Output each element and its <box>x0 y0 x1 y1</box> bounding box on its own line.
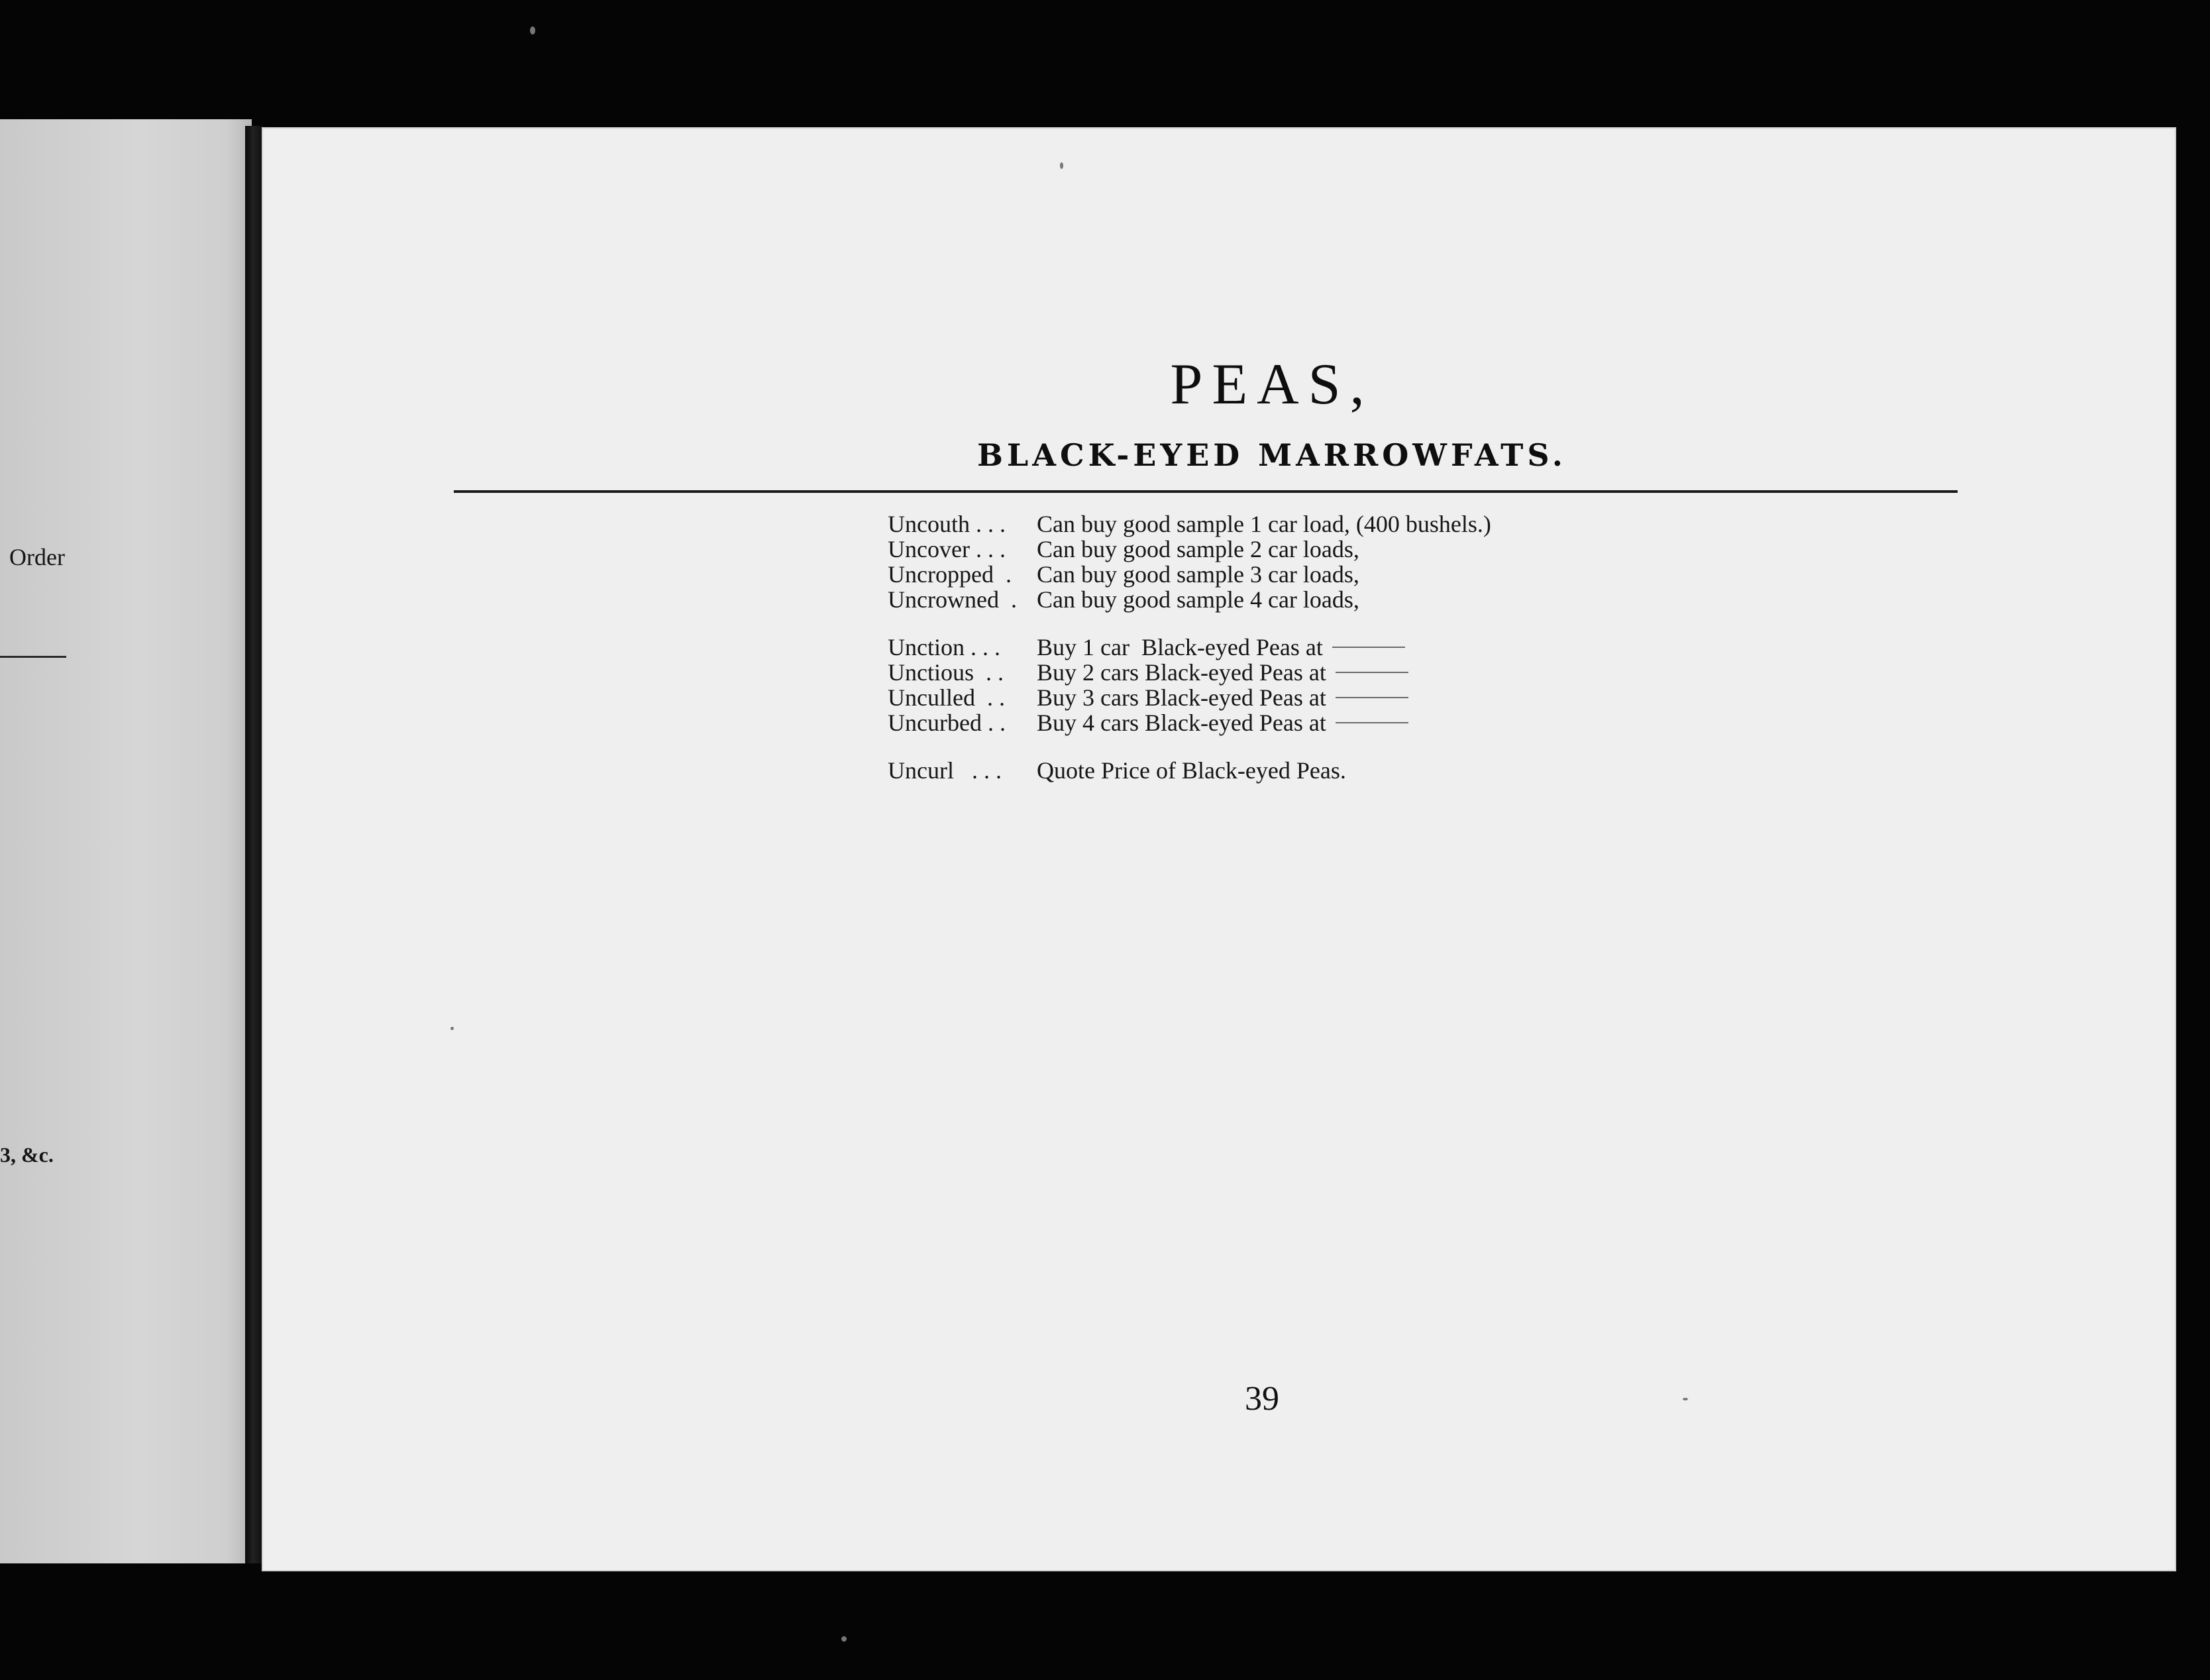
code-group <box>888 511 1491 612</box>
code-word: Uncrowned . <box>888 586 1017 613</box>
previous-page-etc-fragment: 3, &c. <box>0 1143 54 1167</box>
previous-page <box>0 119 252 1563</box>
page-title: PEAS, <box>1170 352 1374 417</box>
code-message: Can buy good sample 2 car loads, <box>1037 536 1359 562</box>
code-word: Uncouth . . . <box>888 511 1006 537</box>
page-number: 39 <box>1245 1380 1279 1418</box>
scan-speck <box>450 1027 454 1030</box>
code-word: Uncover . . . <box>888 536 1006 562</box>
code-row <box>888 537 1491 562</box>
code-message: Quote Price of Black-eyed Peas. <box>1037 757 1346 784</box>
code-message: Buy 3 cars Black-eyed Peas at <box>1037 684 1326 711</box>
code-word: Unctious . . <box>888 659 1004 686</box>
code-message: Can buy good sample 4 car loads, <box>1037 586 1359 613</box>
code-message: Can buy good sample 1 car load, (400 bushels.) <box>1037 511 1491 537</box>
code-word: Uncurbed . . <box>888 709 1006 736</box>
code-row <box>888 710 1491 735</box>
code-word: Uncurl . . . <box>888 757 1002 784</box>
code-row <box>888 511 1491 537</box>
title-divider <box>454 490 1958 493</box>
price-blank-line <box>1336 660 1408 673</box>
code-message: Buy 2 cars Black-eyed Peas at <box>1037 659 1326 686</box>
code-row <box>888 587 1491 612</box>
price-blank-line <box>1336 710 1408 723</box>
scan-speck <box>1683 1398 1688 1400</box>
code-group <box>888 758 1491 783</box>
code-message: Can buy good sample 3 car loads, <box>1037 561 1359 588</box>
code-row <box>888 562 1491 587</box>
scan-speck <box>530 26 535 34</box>
code-row <box>888 660 1491 685</box>
code-word: Unculled . . <box>888 684 1005 711</box>
code-message: Buy 1 car Black-eyed Peas at <box>1037 634 1323 660</box>
current-page <box>262 127 2176 1571</box>
code-word: Uncropped . <box>888 561 1012 588</box>
price-blank-line <box>1336 685 1408 698</box>
scan-speck <box>1060 162 1063 169</box>
scan-speck <box>841 1636 847 1642</box>
code-message: Buy 4 cars Black-eyed Peas at <box>1037 709 1326 736</box>
previous-page-order-fragment: Order <box>9 544 65 570</box>
page-subtitle: BLACK-EYED MARROWFATS. <box>977 437 1567 473</box>
code-row <box>888 758 1491 783</box>
previous-page-rule <box>0 656 66 658</box>
code-row <box>888 635 1491 660</box>
price-blank-line <box>1332 635 1405 648</box>
code-group <box>888 635 1491 735</box>
telegraph-code-list <box>888 511 1491 806</box>
code-row <box>888 685 1491 710</box>
code-word: Unction . . . <box>888 634 1000 660</box>
